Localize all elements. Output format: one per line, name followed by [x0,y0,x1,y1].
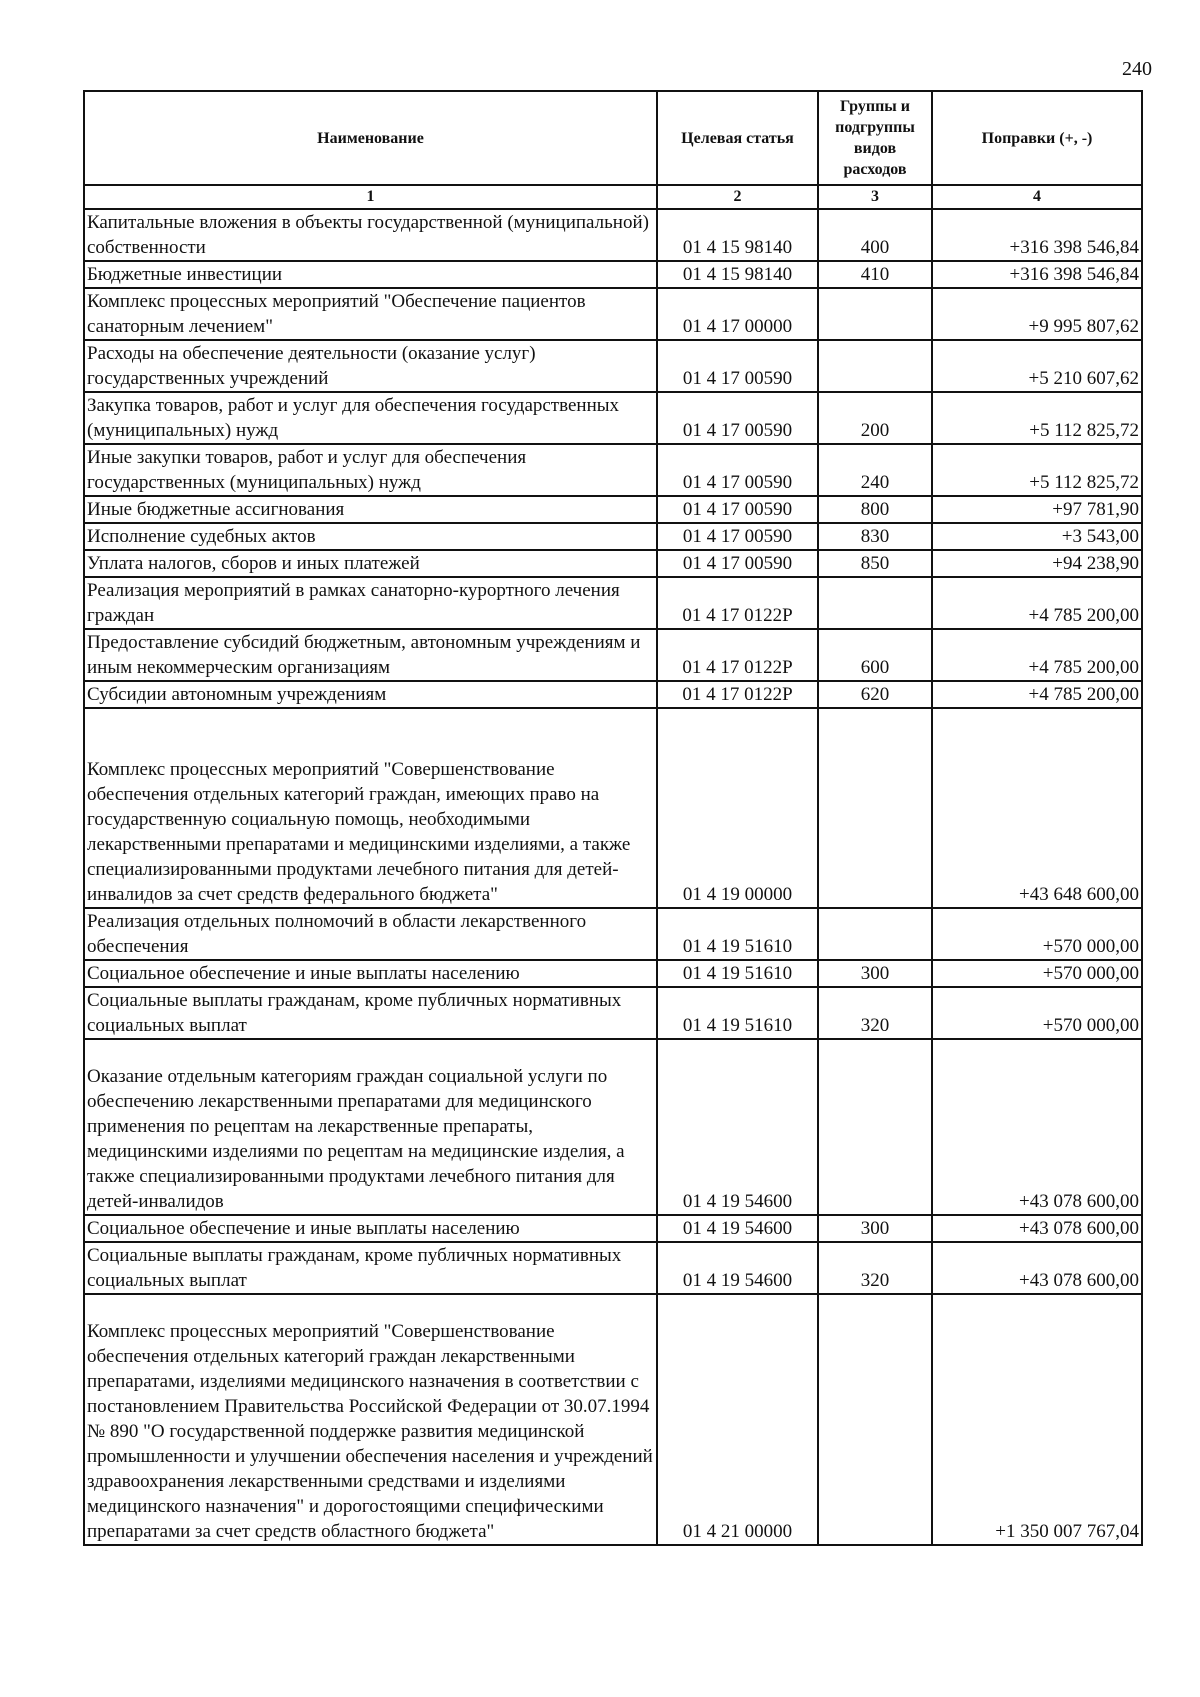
row-name: Комплекс процессных мероприятий "Совершенствование обеспечения отдельных категорий граждан, имеющих право на государственную социальную помощь, необходимыми лекарственными препаратами и медицинскими изделиями, а также специализированными продуктами лечебного питания для детей-инвалидов за счет средств федерального бюджета" [84,708,657,908]
row-target-article: 01 4 19 51610 [657,908,818,960]
row-target-article: 01 4 17 00000 [657,288,818,340]
table-row [84,1039,1142,1215]
row-target-article: 01 4 15 98140 [657,209,818,261]
table-row [84,908,1142,960]
row-target-article: 01 4 17 0122Р [657,629,818,681]
row-target-article: 01 4 19 51610 [657,960,818,987]
header-name: Наименование [84,91,657,185]
row-name: Оказание отдельным категориям граждан социальной услуги по обеспечению лекарственными препаратами для медицинского применения по рецептам на лекарственные препараты, медицинскими изделиями по рецептам на медицинские изделия, а также специализированными продуктами лечебного питания для детей-инвалидов [84,1039,657,1215]
table-row [84,960,1142,987]
row-name: Реализация мероприятий в рамках санаторно-курортного лечения граждан [84,577,657,629]
table-row [84,1215,1142,1242]
row-name: Уплата налогов, сборов и иных платежей [84,550,657,577]
page-number: 240 [1122,58,1152,80]
row-name: Социальное обеспечение и иные выплаты населению [84,1215,657,1242]
row-amendment: +43 648 600,00 [932,708,1142,908]
row-amendment: +1 350 007 767,04 [932,1294,1142,1545]
row-expense-group: 320 [818,1242,932,1294]
row-expense-group [818,708,932,908]
row-name: Исполнение судебных актов [84,523,657,550]
row-amendment: +5 112 825,72 [932,392,1142,444]
row-name: Расходы на обеспечение деятельности (оказание услуг) государственных учреждений [84,340,657,392]
table-row [84,1242,1142,1294]
row-name: Закупка товаров, работ и услуг для обеспечения государственных (муниципальных) нужд [84,392,657,444]
row-amendment: +4 785 200,00 [932,681,1142,708]
row-expense-group: 800 [818,496,932,523]
row-name: Реализация отдельных полномочий в области лекарственного обеспечения [84,908,657,960]
table-row [84,550,1142,577]
row-amendment: +4 785 200,00 [932,577,1142,629]
row-amendment: +43 078 600,00 [932,1242,1142,1294]
row-expense-group: 600 [818,629,932,681]
row-target-article: 01 4 19 00000 [657,708,818,908]
row-target-article: 01 4 17 00590 [657,496,818,523]
row-amendment: +5 210 607,62 [932,340,1142,392]
row-expense-group [818,340,932,392]
row-expense-group [818,288,932,340]
column-number: 3 [818,185,932,209]
column-number: 2 [657,185,818,209]
row-expense-group: 320 [818,987,932,1039]
row-expense-group: 300 [818,1215,932,1242]
row-target-article: 01 4 17 0122Р [657,577,818,629]
row-expense-group [818,1039,932,1215]
row-target-article: 01 4 17 00590 [657,444,818,496]
table-row [84,523,1142,550]
table-header-row [84,91,1142,185]
row-amendment: +316 398 546,84 [932,209,1142,261]
row-target-article: 01 4 19 54600 [657,1215,818,1242]
table-row [84,987,1142,1039]
row-name: Социальные выплаты гражданам, кроме публичных нормативных социальных выплат [84,987,657,1039]
row-expense-group: 620 [818,681,932,708]
row-expense-group [818,908,932,960]
row-target-article: 01 4 19 54600 [657,1039,818,1215]
row-name: Иные закупки товаров, работ и услуг для обеспечения государственных (муниципальных) нужд [84,444,657,496]
row-target-article: 01 4 17 00590 [657,550,818,577]
table-row [84,629,1142,681]
row-amendment: +570 000,00 [932,987,1142,1039]
row-name: Капитальные вложения в объекты государственной (муниципальной) собственности [84,209,657,261]
row-amendment: +94 238,90 [932,550,1142,577]
row-name: Социальное обеспечение и иные выплаты населению [84,960,657,987]
budget-amendments-table [83,90,1143,1546]
row-target-article: 01 4 17 00590 [657,523,818,550]
header-target-article: Целевая статья [657,91,818,185]
row-name: Комплекс процессных мероприятий "Обеспечение пациентов санаторным лечением" [84,288,657,340]
table-row [84,340,1142,392]
row-name: Социальные выплаты гражданам, кроме публичных нормативных социальных выплат [84,1242,657,1294]
row-amendment: +3 543,00 [932,523,1142,550]
row-amendment: +316 398 546,84 [932,261,1142,288]
row-expense-group: 300 [818,960,932,987]
table-row [84,444,1142,496]
table-row [84,681,1142,708]
table-row [84,708,1142,908]
row-target-article: 01 4 17 00590 [657,392,818,444]
column-number: 1 [84,185,657,209]
row-target-article: 01 4 19 51610 [657,987,818,1039]
row-expense-group: 200 [818,392,932,444]
row-target-article: 01 4 21 00000 [657,1294,818,1545]
table-row [84,392,1142,444]
row-amendment: +4 785 200,00 [932,629,1142,681]
row-amendment: +5 112 825,72 [932,444,1142,496]
row-amendment: +570 000,00 [932,908,1142,960]
table-row [84,496,1142,523]
row-expense-group: 850 [818,550,932,577]
row-target-article: 01 4 17 00590 [657,340,818,392]
table-row [84,209,1142,261]
row-amendment: +97 781,90 [932,496,1142,523]
row-amendment: +9 995 807,62 [932,288,1142,340]
table-row [84,1294,1142,1545]
row-amendment: +43 078 600,00 [932,1039,1142,1215]
row-expense-group [818,577,932,629]
header-expense-groups: Группы и подгруппы видов расходов [818,91,932,185]
row-target-article: 01 4 19 54600 [657,1242,818,1294]
column-number: 4 [932,185,1142,209]
row-expense-group: 410 [818,261,932,288]
row-name: Субсидии автономным учреждениям [84,681,657,708]
row-expense-group: 400 [818,209,932,261]
table-row [84,288,1142,340]
header-amendments: Поправки (+, -) [932,91,1142,185]
row-name: Комплекс процессных мероприятий "Совершенствование обеспечения отдельных категорий граждан лекарственными препаратами, изделиями медицинского назначения в соответствии с постановлением Правительства Российской Федерации от 30.07.1994 № 890 "О государственной поддержке развития медицинской промышленности и улучшении обеспечения населения и учреждений здравоохранения лекарственными средствами и изделиями медицинского назначения" и дорогостоящими специфическими препаратами за счет средств областного бюджета" [84,1294,657,1545]
row-expense-group: 830 [818,523,932,550]
table-row [84,261,1142,288]
row-name: Предоставление субсидий бюджетным, автономным учреждениям и иным некоммерческим организациям [84,629,657,681]
row-name: Бюджетные инвестиции [84,261,657,288]
row-expense-group: 240 [818,444,932,496]
row-amendment: +43 078 600,00 [932,1215,1142,1242]
row-target-article: 01 4 15 98140 [657,261,818,288]
row-target-article: 01 4 17 0122Р [657,681,818,708]
row-name: Иные бюджетные ассигнования [84,496,657,523]
table-row [84,577,1142,629]
row-expense-group [818,1294,932,1545]
row-amendment: +570 000,00 [932,960,1142,987]
column-number-row [84,185,1142,209]
